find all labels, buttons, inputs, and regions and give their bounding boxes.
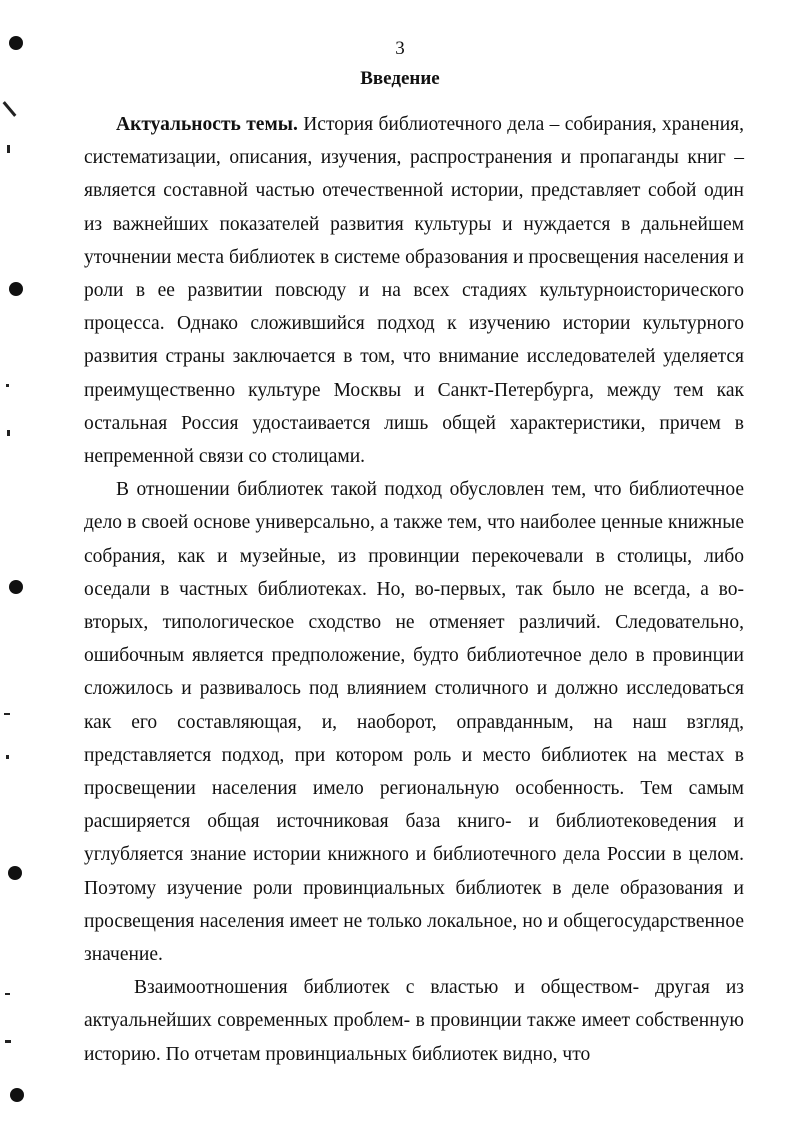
binder-hole (9, 282, 23, 296)
paragraph-relevance (84, 108, 744, 473)
paragraph-libraries: В отношении библиотек такой подход обусловлен тем, что библиотечное дело в своей основе универсально, а также тем, что наиболее ценные книжные собрания, как и музейные, из провинции перекочевали в столицы, либо оседали в частных библиотеках. Но, во-первых, так было не всегда, а во-вторых, типологическое сходство не отменяет различий. Следовательно, ошибочным является предположение, будто библиотечное дело в провинции сложилось и развивалось под влиянием столичного и должно исследоваться как его составляющая, и, наоборот, оправданным, на наш взгляд, представляется подход, при котором роль и место библиотек на местах в просвещении населения имело региональную особенность. Тем самым расширяется общая источниковая база книго- и библиотековедения и углубляется знание истории книжного и библиотечного дела России в целом. Поэтому изучение роли провинциальных библиотек в деле образования и просвещения населения имеет не только локальное, но и общегосударственное значение. (84, 479, 744, 966)
page-number: 3 (395, 38, 405, 59)
scan-speck (5, 993, 10, 995)
scan-speck (5, 1040, 11, 1043)
section-heading: Введение (360, 68, 440, 89)
scan-speck (7, 430, 10, 436)
paragraph-relations: Взаимоотношения библиотек с властью и обществом- другая из актуальнейших современных проблем- в провинции также имеет собственную историю. По отчетам провинциальных библиотек видно, что (84, 977, 744, 1065)
binder-hole (8, 866, 22, 880)
scan-speck (7, 145, 10, 153)
binder-hole (9, 580, 23, 594)
paragraph-lead: Актуальность темы. (116, 114, 298, 135)
binder-hole (10, 1088, 24, 1102)
scan-speck (4, 713, 10, 715)
document-body (84, 108, 744, 1071)
scan-speck (6, 755, 9, 759)
paragraph-text: История библиотечного дела – собирания, хранения, систематизации, описания, изучения, распространения и пропаганды книг – является составной частью отечественной истории, представляет собой один из важнейших показателей развития культуры и нуждается в дальнейшем уточнении места библиотек в системе образования и просвещения населения и роли в ее развитии повсюду и на всех стадиях культурноисторического процесса. Однако сложившийся подход к изучению истории культурного развития страны заключается в том, что внимание исследователей уделяется преимущественно культуре Москвы и Санкт-Петербурга, между тем как остальная Россия удостаивается лишь общей характеристики, причем в непременной связи со столицами. (84, 114, 744, 468)
scan-speck (6, 384, 9, 387)
scan-speck (3, 101, 17, 117)
